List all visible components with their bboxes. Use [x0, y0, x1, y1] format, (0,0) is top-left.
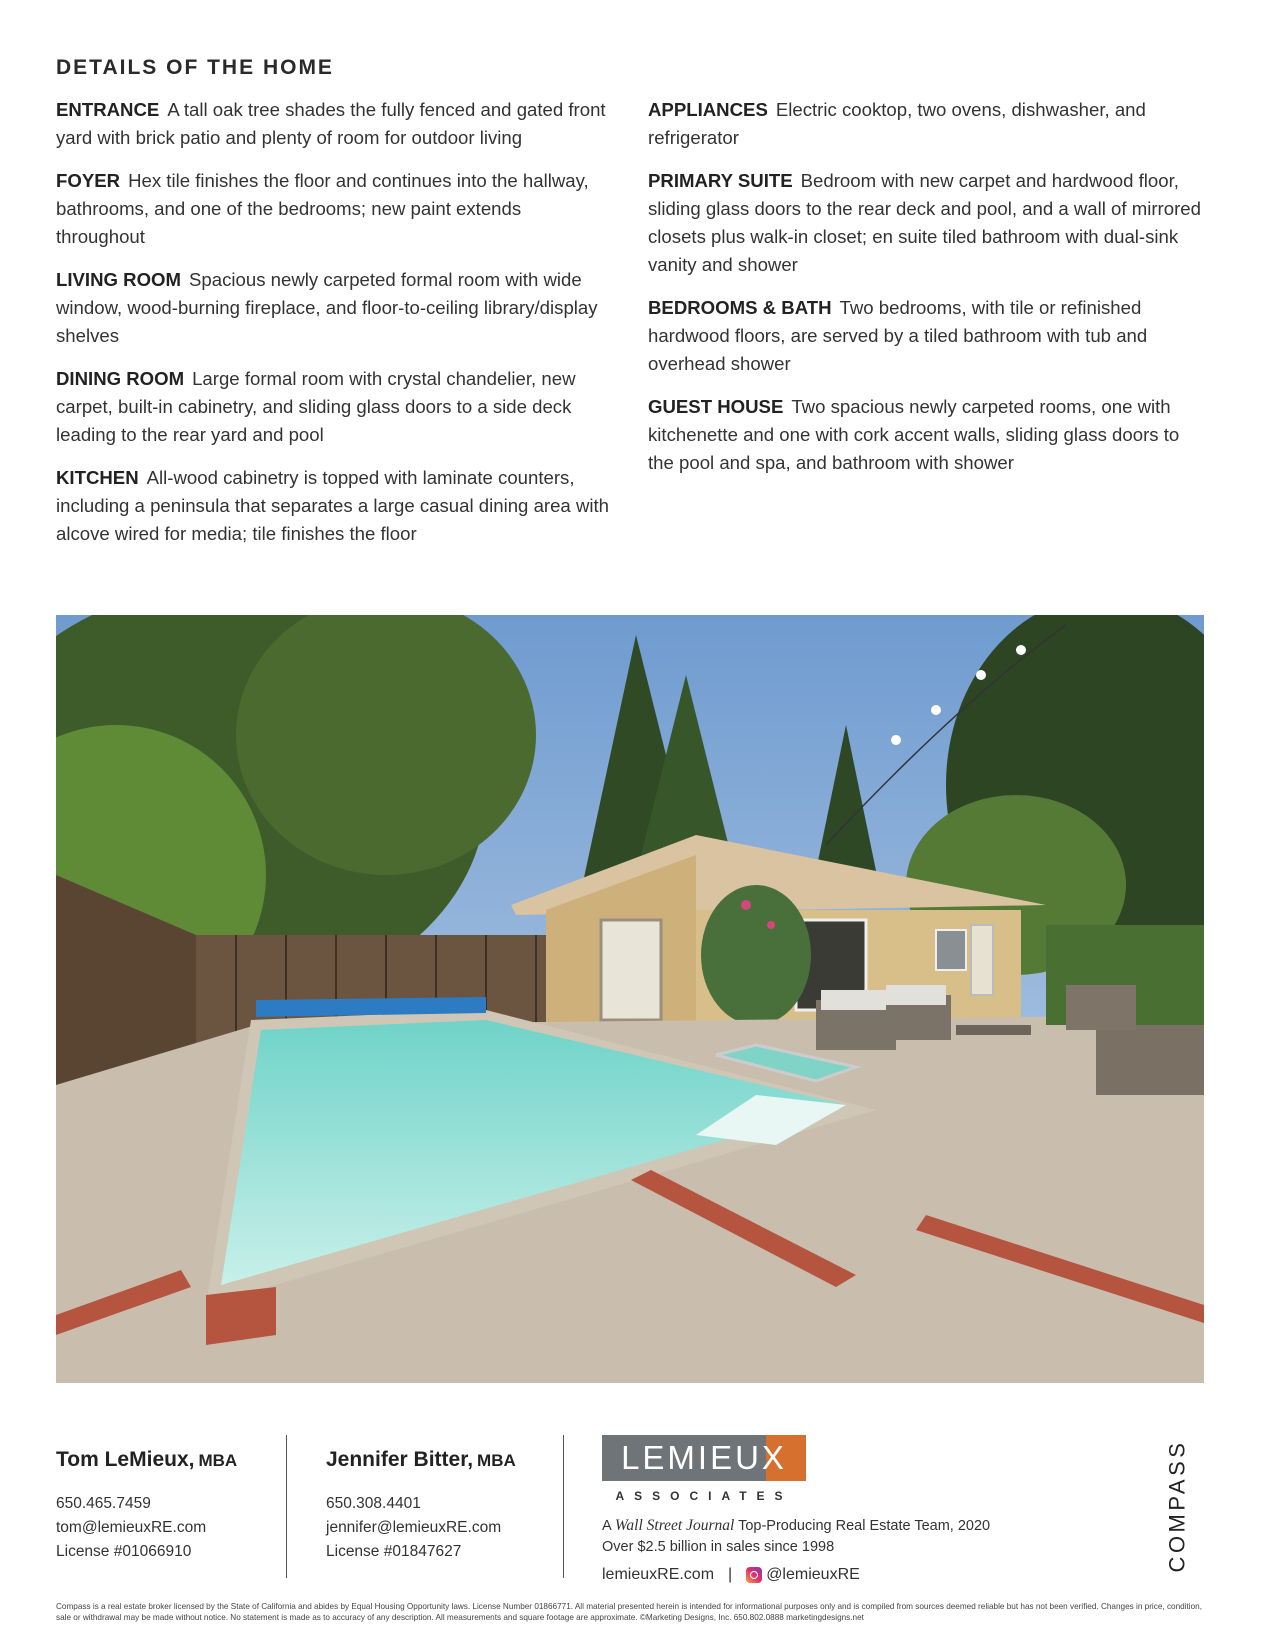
detail-dining-room: [56, 365, 614, 449]
agent-jennifer: [326, 1448, 516, 1564]
detail-guest-house: [648, 393, 1208, 477]
detail-label: FOYER: [56, 170, 121, 191]
detail-bedrooms-bath: [648, 294, 1208, 378]
lemieux-logo: [602, 1435, 806, 1481]
agent-name: [56, 1448, 237, 1472]
detail-text: Spacious newly carpeted formal room with wide window, wood-burning fireplace, and floor-to-ceiling library/display shelves: [56, 269, 598, 346]
footer-divider: [286, 1435, 287, 1578]
detail-entrance: [56, 96, 614, 152]
compass-logo: [1155, 1432, 1199, 1580]
agent-name-text: Jennifer Bitter,: [326, 1448, 474, 1471]
agent-email[interactable]: tom@lemieuxRE.com: [56, 1519, 207, 1536]
tagline-prefix: A: [602, 1518, 611, 1534]
agent-name-text: Tom LeMieux,: [56, 1448, 195, 1471]
detail-label: APPLIANCES: [648, 99, 768, 120]
link-separator: |: [728, 1566, 733, 1583]
detail-label: PRIMARY SUITE: [648, 170, 793, 191]
agent-tom: [56, 1448, 237, 1564]
pool-scene-illustration: [56, 615, 1204, 1383]
agent-credential: MBA: [477, 1451, 516, 1470]
logo-wordmark: LEMIEUX: [621, 1439, 787, 1476]
detail-text: Hex tile finishes the floor and continues into the hallway, bathrooms, and one of the bedrooms; new paint extends throughout: [56, 170, 589, 247]
agent-phone[interactable]: 650.308.4401: [326, 1495, 421, 1512]
detail-living-room: [56, 266, 614, 350]
tagline-publication: Wall Street Journal: [614, 1517, 735, 1534]
agent-license: License #01847627: [326, 1543, 462, 1560]
detail-text: A tall oak tree shades the fully fenced and gated front yard with brick patio and plenty of room for outdoor living: [56, 99, 606, 148]
detail-primary-suite: [648, 167, 1208, 279]
detail-label: BEDROOMS & BATH: [648, 297, 832, 318]
detail-text: Large formal room with crystal chandelier, new carpet, built-in cabinetry, and sliding glass doors to a side deck leading to the rear yard and pool: [56, 368, 576, 445]
detail-text: Two bedrooms, with tile or refinished hardwood floors, are served by a tiled bathroom with tub and overhead shower: [648, 297, 1148, 374]
detail-text: Two spacious newly carpeted rooms, one with kitchenette and one with cork accent walls, sliding glass doors to the pool and spa, and bathroom with shower: [648, 396, 1180, 473]
agent-phone[interactable]: 650.465.7459: [56, 1495, 151, 1512]
tagline-sales: Over $2.5 billion in sales since 1998: [602, 1539, 835, 1555]
detail-label: LIVING ROOM: [56, 269, 181, 290]
logo-subtitle: ASSOCIATES: [615, 1489, 793, 1503]
instagram-handle[interactable]: @lemieuxRE: [766, 1566, 860, 1583]
detail-label: GUEST HOUSE: [648, 396, 784, 417]
details-right-column: [648, 96, 1208, 492]
brand-block: [602, 1435, 990, 1584]
detail-label: DINING ROOM: [56, 368, 185, 389]
section-heading: DETAILS OF THE HOME: [56, 56, 334, 79]
agent-email[interactable]: jennifer@lemieuxRE.com: [326, 1519, 502, 1536]
legal-disclaimer: Compass is a real estate broker licensed by the State of California and abides by Equal Housing Opportunity laws. License Number 01866771. All material presented herein is intended for informational purposes only and is compiled from sources deemed reliable but has not been verified. Changes in price, condition, sale or withdrawal may be made without notice. No statement is made as to accuracy of any description. All measurements and square footage are approximate. ©Marketing Designs, Inc. 650.802.0888 marketingdesigns.net: [56, 1602, 1202, 1622]
instagram-icon: [746, 1567, 762, 1583]
agent-name: [326, 1448, 516, 1472]
detail-kitchen: [56, 464, 614, 548]
detail-label: KITCHEN: [56, 467, 139, 488]
agent-credential: MBA: [198, 1451, 238, 1470]
detail-text: Electric cooktop, two ovens, dishwasher, and refrigerator: [648, 99, 1146, 148]
brand-links: [602, 1566, 990, 1584]
detail-text: All-wood cabinetry is topped with laminate counters, including a peninsula that separates a large casual dining area with alcove wired for media; tile finishes the floor: [56, 467, 610, 544]
footer-divider: [563, 1435, 564, 1578]
brand-tagline: [602, 1515, 990, 1558]
details-left-column: [56, 96, 614, 563]
detail-text: Bedroom with new carpet and hardwood floor, sliding glass doors to the rear deck and pool, and a wall of mirrored closets plus walk-in closet; en suite tiled bathroom with dual-sink vanity and shower: [648, 170, 1201, 275]
website-link[interactable]: lemieuxRE.com: [602, 1566, 715, 1583]
detail-appliances: [648, 96, 1208, 152]
tagline-suffix: Top-Producing Real Estate Team, 2020: [738, 1518, 991, 1534]
compass-wordmark: COMPASS: [1164, 1439, 1190, 1573]
backyard-pool-photo: [56, 615, 1204, 1383]
agent-license: License #01066910: [56, 1543, 192, 1560]
detail-foyer: [56, 167, 614, 251]
detail-label: ENTRANCE: [56, 99, 160, 120]
